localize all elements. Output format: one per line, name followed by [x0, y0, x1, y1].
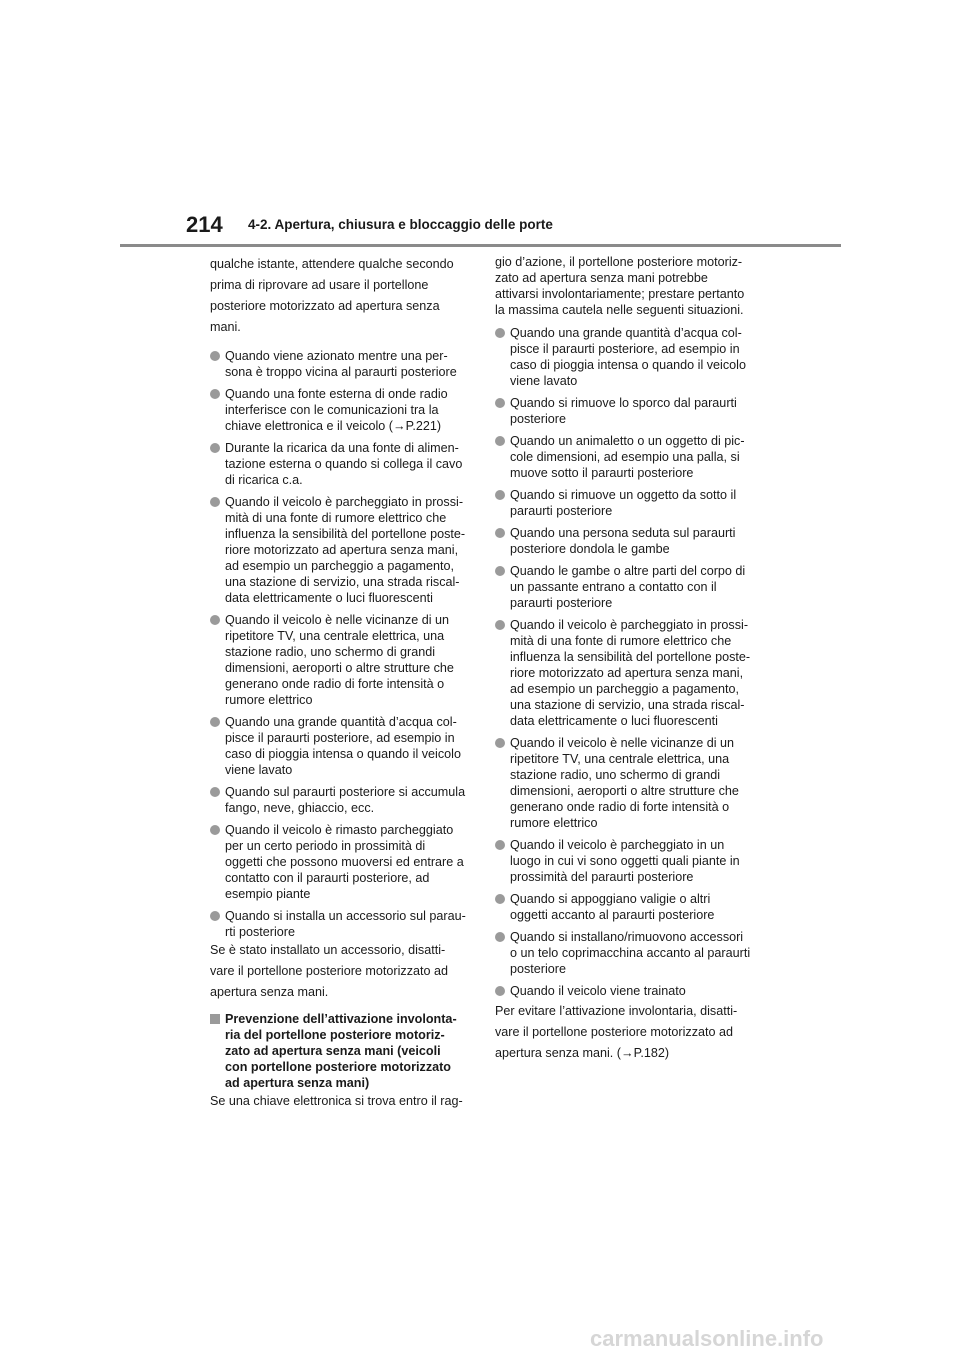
bullet-dot-icon	[495, 398, 505, 408]
text-line: generano onde radio di forte intensità o	[510, 800, 730, 814]
text-line: Quando una persona seduta sul paraurti	[510, 526, 736, 540]
header-rule	[120, 244, 841, 247]
heading-line: ad apertura senza mani)	[225, 1076, 370, 1090]
bullet-item	[495, 735, 763, 831]
heading-line: ria del portellone posteriore motoriz-	[225, 1028, 445, 1042]
text-line: Quando il veicolo è rimasto parcheggiato	[225, 823, 454, 837]
bullet-dot-icon	[495, 840, 505, 850]
bullet-dot-icon	[495, 986, 505, 996]
text-line: Quando si appoggiano valigie o altri	[510, 892, 711, 906]
bullet-dot-icon	[210, 351, 220, 361]
text-line: influenza la sensibilità del portellone poste-	[225, 527, 466, 541]
text-line: una stazione di servizio, una strada riscal-	[225, 575, 460, 589]
text-line: Quando il veicolo è nelle vicinanze di un	[225, 613, 450, 627]
bullet-item	[210, 612, 478, 708]
text-line: dimensioni, aeroporti o altre strutture che	[510, 784, 739, 798]
text-line: fango, neve, ghiaccio, ecc.	[225, 801, 375, 815]
text-line: posteriore motorizzato ad apertura senza	[210, 299, 440, 313]
text-line: Quando il veicolo è nelle vicinanze di un	[510, 736, 735, 750]
bullet-item	[495, 929, 763, 977]
text-line: paraurti posteriore	[510, 504, 613, 518]
bullet-dot-icon	[210, 787, 220, 797]
bullet-dot-icon	[210, 615, 220, 625]
text-line: Quando una grande quantità d’acqua col-	[225, 715, 457, 729]
text-line: chiave elettronica e il veicolo (→P.221)	[225, 419, 442, 433]
bullet-dot-icon	[210, 825, 220, 835]
text-line: Quando si rimuove lo sporco dal paraurti	[510, 396, 737, 410]
bullet-item	[495, 983, 763, 999]
text-line: Se una chiave elettronica si trova entro il rag-	[210, 1094, 463, 1108]
text-line: Quando una fonte esterna di onde radio	[225, 387, 448, 401]
text-line: vare il portellone posteriore motorizzato ad	[495, 1025, 734, 1039]
bullet-dot-icon	[495, 490, 505, 500]
heading-line: Prevenzione dell’attivazione involonta-	[225, 1012, 457, 1026]
square-bullet-icon	[210, 1014, 220, 1024]
bullet-item	[210, 908, 478, 940]
subsection-heading	[210, 1011, 478, 1091]
text-line: rti posteriore	[225, 925, 295, 939]
text-line: attivarsi involontariamente; prestare pertanto	[495, 287, 745, 301]
text-line: rumore elettrico	[510, 816, 598, 830]
text-line: ripetitore TV, una centrale elettrica, una	[225, 629, 445, 643]
text-line: la massima cautela nelle seguenti situazioni.	[495, 303, 744, 317]
text-line: oggetti che possono muoversi ed entrare a	[225, 855, 464, 869]
text-line: qualche istante, attendere qualche secondo	[210, 257, 454, 271]
after-paragraph	[495, 1001, 763, 1064]
text-line: apertura senza mani. (→P.182)	[495, 1046, 670, 1060]
text-line: stazione radio, uno schermo di grandi	[510, 768, 721, 782]
bullet-item	[210, 714, 478, 778]
bullet-item	[495, 395, 763, 427]
text-line: o un telo coprimacchina accanto al paraurti	[510, 946, 751, 960]
bullet-dot-icon	[495, 738, 505, 748]
bullet-item	[495, 525, 763, 557]
text-line: mità di una fonte di rumore elettrico che	[225, 511, 447, 525]
bullet-dot-icon	[495, 528, 505, 538]
section-title: 4-2. Apertura, chiusura e bloccaggio delle porte	[248, 217, 553, 232]
bullet-dot-icon	[495, 620, 505, 630]
text-line: un passante entrano a contatto con il	[510, 580, 717, 594]
text-line: cole dimensioni, ad esempio una palla, si	[510, 450, 740, 464]
text-line: pisce il paraurti posteriore, ad esempio in	[225, 731, 455, 745]
text-line: tazione esterna o quando si collega il cavo	[225, 457, 463, 471]
bullet-dot-icon	[495, 328, 505, 338]
text-line: prossimità del paraurti posteriore	[510, 870, 694, 884]
closing-paragraph	[210, 1091, 478, 1112]
intro-paragraph	[495, 254, 763, 318]
bullet-dot-icon	[495, 932, 505, 942]
bullet-item	[210, 784, 478, 816]
text-line: paraurti posteriore	[510, 596, 613, 610]
right-column	[495, 254, 763, 1064]
bullet-dot-icon	[495, 566, 505, 576]
text-line: Quando le gambe o altre parti del corpo di	[510, 564, 746, 578]
intro-paragraph	[210, 254, 478, 338]
text-line: data elettricamente o luci fluorescenti	[225, 591, 433, 605]
text-line: Durante la ricarica da una fonte di alimen-	[225, 441, 459, 455]
text-line: ad esempio un parcheggio a pagamento,	[225, 559, 454, 573]
text-line: Quando una grande quantità d’acqua col-	[510, 326, 742, 340]
text-line: mità di una fonte di rumore elettrico che	[510, 634, 732, 648]
bullet-item	[495, 617, 763, 729]
text-line: Quando il veicolo è parcheggiato in prossi-	[510, 618, 749, 632]
text-line: una stazione di servizio, una strada riscal-	[510, 698, 745, 712]
text-line: stazione radio, uno schermo di grandi	[225, 645, 436, 659]
bullet-item	[495, 563, 763, 611]
text-line: Quando un animaletto o un oggetto di pic-	[510, 434, 745, 448]
text-line: rumore elettrico	[225, 693, 313, 707]
bullet-item	[210, 386, 478, 434]
heading-line: zato ad apertura senza mani (veicoli	[225, 1044, 441, 1058]
text-line: mani.	[210, 320, 241, 334]
after-paragraph	[210, 940, 478, 1003]
text-line: ad esempio un parcheggio a pagamento,	[510, 682, 739, 696]
text-line: Quando viene azionato mentre una per-	[225, 349, 448, 363]
bullet-dot-icon	[495, 894, 505, 904]
text-line: zato ad apertura senza mani potrebbe	[495, 271, 708, 285]
text-line: posteriore dondola le gambe	[510, 542, 670, 556]
bullet-item	[210, 494, 478, 606]
text-line: caso di pioggia intensa o quando il veicolo	[510, 358, 746, 372]
text-line: caso di pioggia intensa o quando il veicolo	[225, 747, 461, 761]
text-line: posteriore	[510, 962, 567, 976]
bullet-item	[210, 348, 478, 380]
text-line: riore motorizzato ad apertura senza mani,	[225, 543, 459, 557]
text-line: muove sotto il paraurti posteriore	[510, 466, 694, 480]
bullet-item	[210, 822, 478, 902]
bullet-item	[210, 440, 478, 488]
text-line: prima di riprovare ad usare il portellone	[210, 278, 429, 292]
left-column	[210, 254, 478, 1112]
text-line: luogo in cui vi sono oggetti quali piante in	[510, 854, 740, 868]
text-line: Quando si installano/rimuovono accessori	[510, 930, 744, 944]
text-line: viene lavato	[510, 374, 578, 388]
bullet-dot-icon	[495, 436, 505, 446]
text-line: gio d’azione, il portellone posteriore motoriz-	[495, 255, 743, 269]
text-line: Per evitare l’attivazione involontaria, disatti-	[495, 1004, 738, 1018]
bullet-dot-icon	[210, 443, 220, 453]
text-line: contatto con il paraurti posteriore, ad	[225, 871, 430, 885]
text-line: posteriore	[510, 412, 567, 426]
bullet-item	[495, 325, 763, 389]
text-line: pisce il paraurti posteriore, ad esempio in	[510, 342, 740, 356]
text-line: interferisce con le comunicazioni tra la	[225, 403, 439, 417]
text-line: data elettricamente o luci fluorescenti	[510, 714, 718, 728]
text-line: Quando il veicolo viene trainato	[510, 984, 686, 998]
text-line: viene lavato	[225, 763, 293, 777]
text-line: sona è troppo vicina al paraurti posteriore	[225, 365, 457, 379]
bullet-dot-icon	[210, 717, 220, 727]
bullet-item	[495, 433, 763, 481]
bullet-item	[495, 891, 763, 923]
text-line: Quando si installa un accessorio sul parau-	[225, 909, 466, 923]
bullet-item	[495, 487, 763, 519]
text-line: esempio piante	[225, 887, 311, 901]
page-header	[0, 0, 960, 250]
text-line: Quando sul paraurti posteriore si accumula	[225, 785, 466, 799]
bullet-dot-icon	[210, 497, 220, 507]
text-line: per un certo periodo in prossimità di	[225, 839, 426, 853]
text-line: vare il portellone posteriore motorizzato ad	[210, 964, 449, 978]
text-line: Quando si rimuove un oggetto da sotto il	[510, 488, 737, 502]
bullet-dot-icon	[210, 911, 220, 921]
page-number: 214	[186, 212, 223, 237]
text-line: dimensioni, aeroporti o altre strutture che	[225, 661, 454, 675]
bullet-item	[495, 837, 763, 885]
text-line: Quando il veicolo è parcheggiato in un	[510, 838, 725, 852]
text-line: Quando il veicolo è parcheggiato in prossi-	[225, 495, 464, 509]
text-line: oggetti accanto al paraurti posteriore	[510, 908, 715, 922]
text-line: apertura senza mani.	[210, 985, 329, 999]
text-line: generano onde radio di forte intensità o	[225, 677, 445, 691]
text-line: di ricarica c.a.	[225, 473, 303, 487]
text-line: Se è stato installato un accessorio, disatti-	[210, 943, 446, 957]
heading-line: con portellone posteriore motorizzato	[225, 1060, 452, 1074]
bullet-dot-icon	[210, 389, 220, 399]
text-line: ripetitore TV, una centrale elettrica, una	[510, 752, 730, 766]
text-line: influenza la sensibilità del portellone poste-	[510, 650, 751, 664]
text-line: riore motorizzato ad apertura senza mani,	[510, 666, 744, 680]
watermark-link[interactable]: carmanualsonline.info	[590, 1326, 824, 1351]
